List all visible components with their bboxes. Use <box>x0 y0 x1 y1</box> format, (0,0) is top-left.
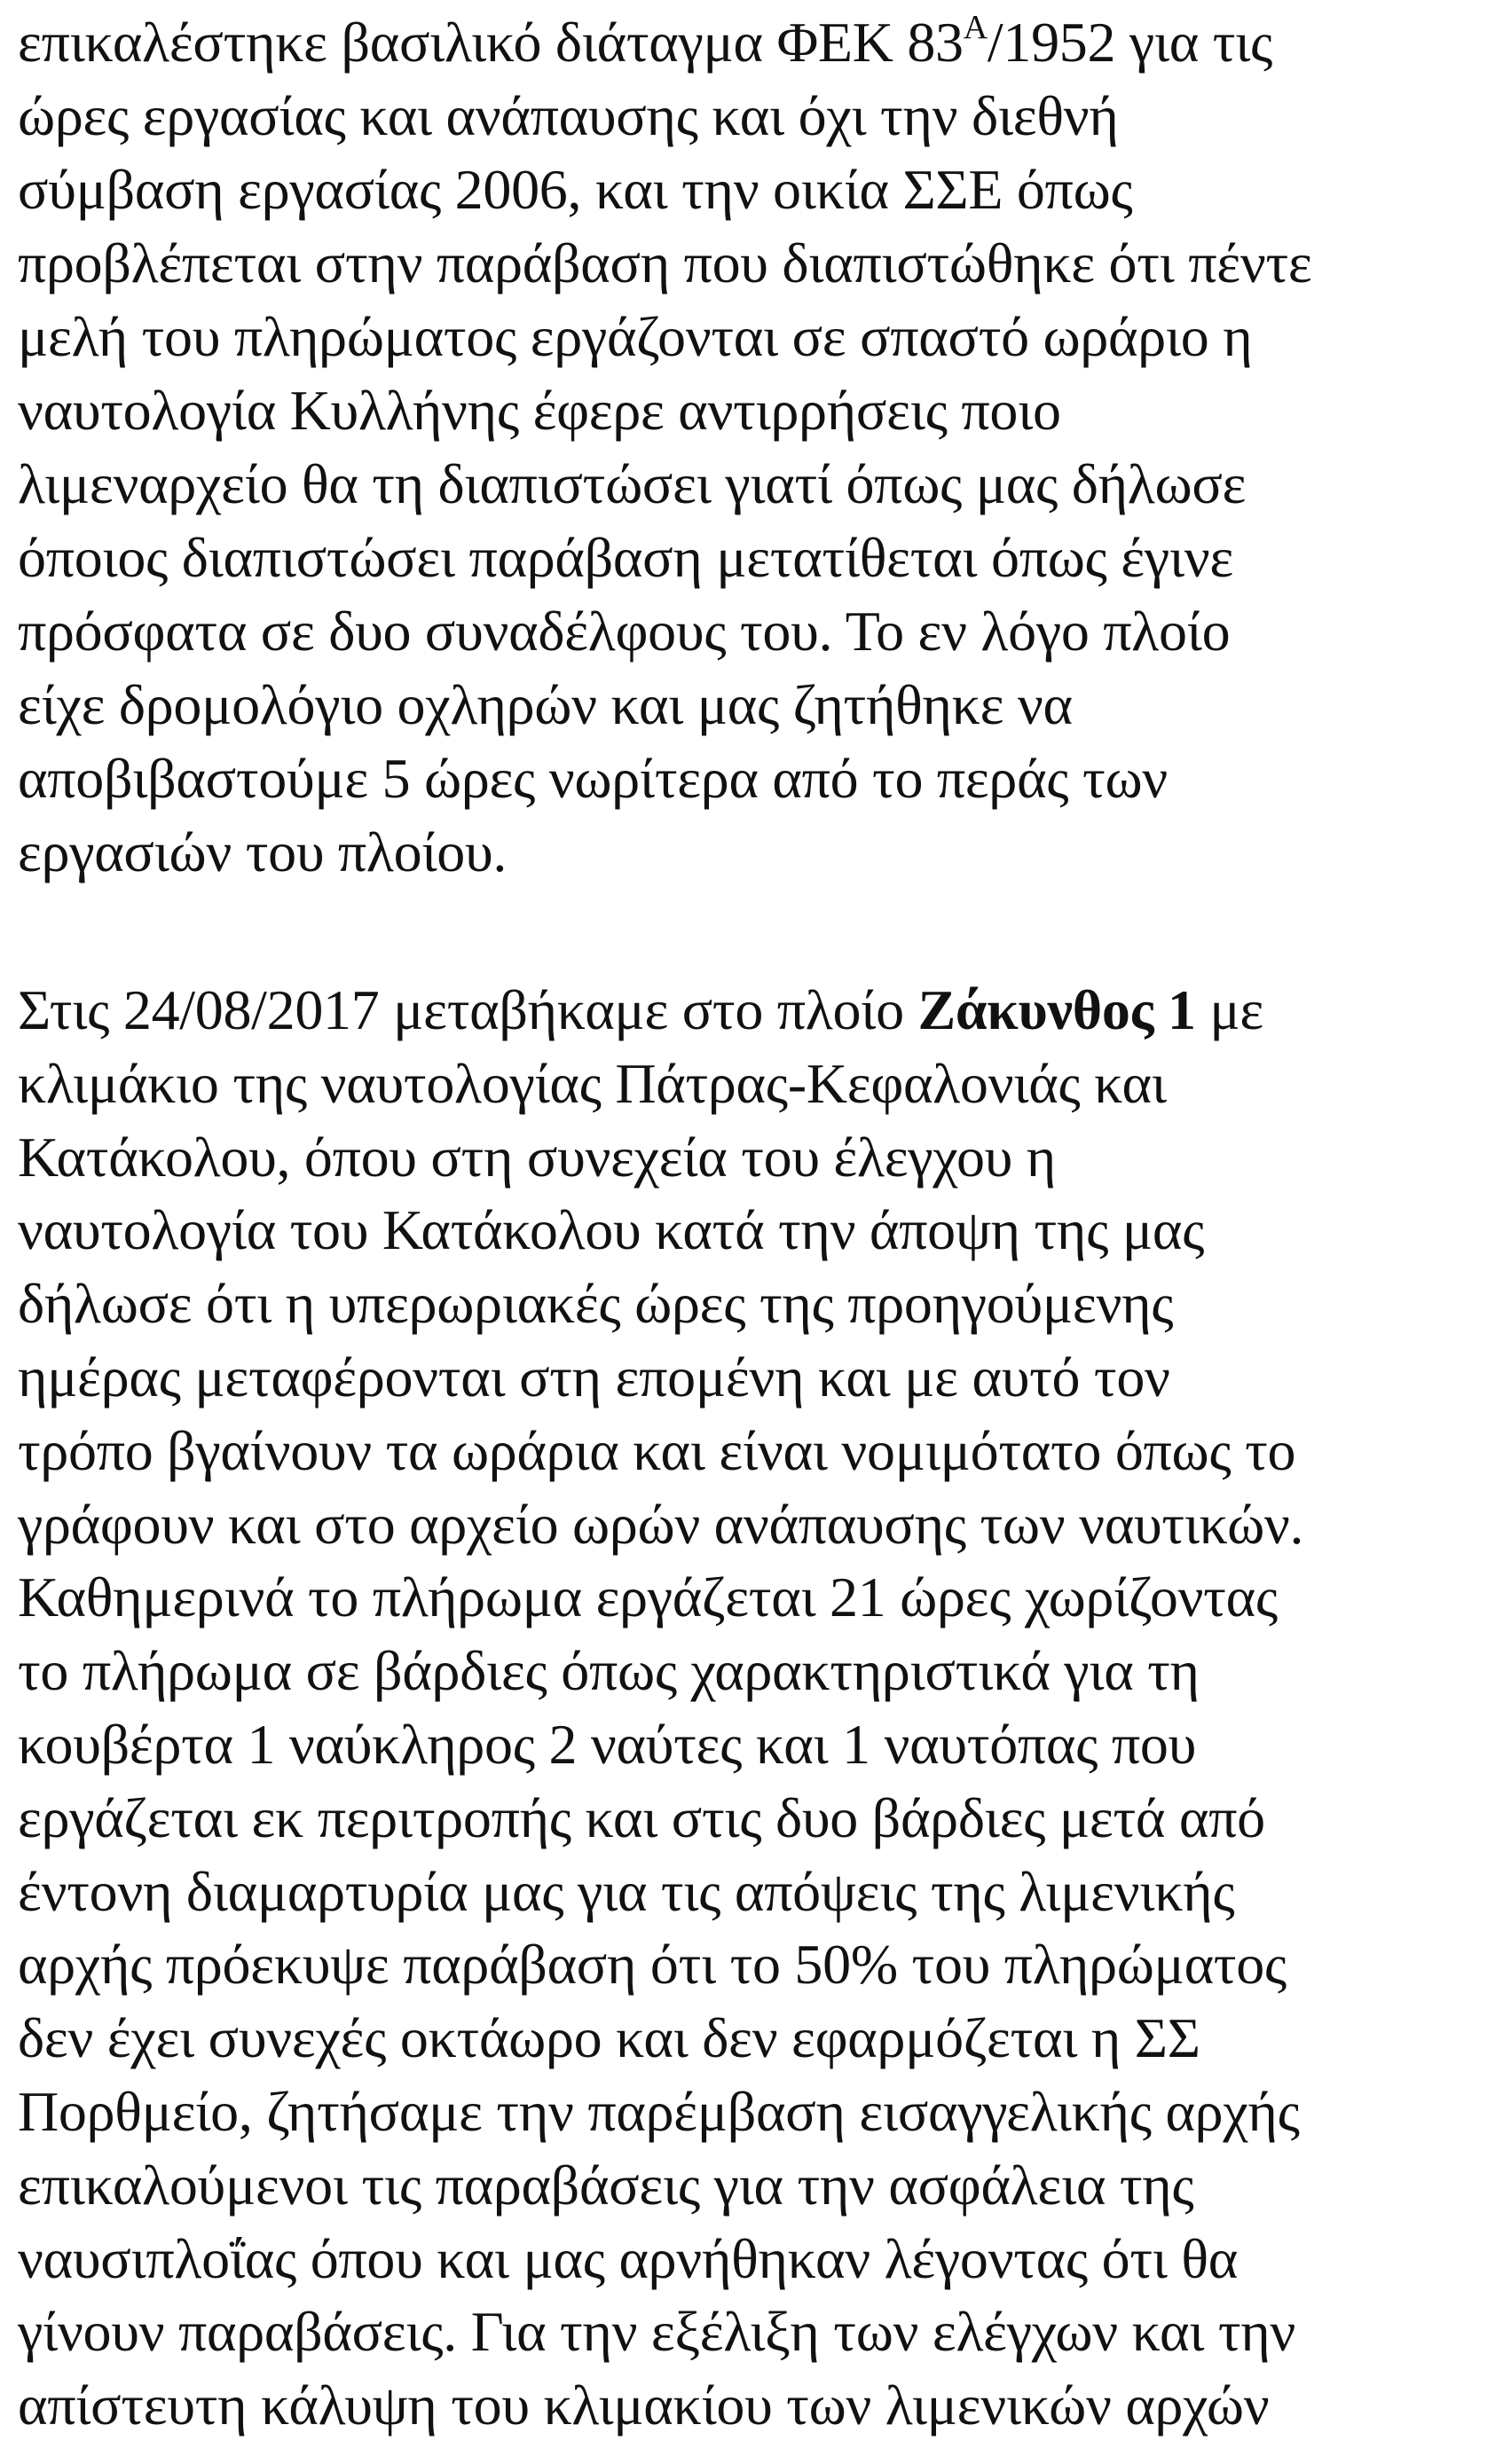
text-line: λιμεναρχείο θα τη διαπιστώσει γιατί όπως μας δήλωσε <box>18 452 1247 515</box>
paragraph-2 <box>18 974 1499 2443</box>
text-line: αρχής πρόεκυψε παράβαση ότι το 50% του πληρώματος <box>18 1933 1287 1997</box>
text-line: πρόσφατα σε δυο συναδέλφους του. Το εν λόγο πλοίο <box>18 600 1231 663</box>
text-line: απίστευτη κάλυψη του κλιμακίου των λιμενικών αρχών <box>18 2374 1270 2437</box>
text-line: είχε δρομολόγιο οχληρών και μας ζητήθηκε να <box>18 673 1073 736</box>
text-line: ημέρας μεταφέρονται στη επομένη και με αυτό τον <box>18 1345 1170 1409</box>
text-line <box>18 974 1499 1048</box>
text-line: σύμβαση εργασίας 2006, και την οικία ΣΣΕ όπως <box>18 158 1133 221</box>
text-line: το πλήρωμα σε βάρδιες όπως χαρακτηριστικά για τη <box>18 1639 1200 1703</box>
text-line: γράφουν και στο αρχείο ωρών ανάπαυσης των ναυτικών. <box>18 1492 1304 1556</box>
text-line: γίνουν παραβάσεις. Για την εξέλιξη των ελέγχων και την <box>18 2300 1296 2364</box>
text-line: αποβιβαστούμε 5 ώρες νωρίτερα από το περάς των <box>18 747 1168 810</box>
text-line <box>18 5 1499 79</box>
text-line: ναυτολογία του Κατάκολου κατά την άποψη της μας <box>18 1198 1205 1262</box>
text-line: όποιος διαπιστώσει παράβαση μετατίθεται όπως έγινε <box>18 526 1233 589</box>
text-line: εργασιών του πλοίου. <box>18 820 508 883</box>
text-line: ώρες εργασίας και ανάπαυσης και όχι την διεθνή <box>18 84 1119 147</box>
text-line: Καθημερινά το πλήρωμα εργάζεται 21 ώρες χωρίζοντας <box>18 1566 1278 1629</box>
text-line: προβλέπεται στην παράβαση που διαπιστώθηκε ότι πέντε <box>18 231 1312 294</box>
text-line: κουβέρτα 1 ναύκληρος 2 ναύτες και 1 ναυτόπας που <box>18 1712 1196 1776</box>
text-run: επικαλέστηκε βασιλικό διάταγμα ΦΕΚ 83 <box>18 11 964 74</box>
text-line: δήλωσε ότι η υπερωριακές ώρες της προηγούμενης <box>18 1272 1174 1336</box>
text-run: Στις 24/08/2017 μεταβήκαμε στο πλοίο <box>18 978 918 1041</box>
text-line: Κατάκολου, όπου στη συνεχεία του έλεγχου η <box>18 1125 1056 1189</box>
paragraph-1 <box>18 5 1499 889</box>
text-run: με <box>1195 978 1263 1041</box>
text-line: έντονη διαμαρτυρία μας για τις απόψεις της λιμενικής <box>18 1859 1235 1923</box>
text-line: κλιμάκιο της ναυτολογίας Πάτρας-Κεφαλονιάς και <box>18 1051 1167 1115</box>
text-line: επικαλούμενοι τις παραβάσεις για την ασφάλεια της <box>18 2153 1194 2217</box>
text-run: /1952 για τις <box>987 11 1273 74</box>
text-line: εργάζεται εκ περιτροπής και στις δυο βάρδιες μετά από <box>18 1785 1265 1849</box>
text-line: μελή του πληρώματος εργάζονται σε σπαστό ωράριο η <box>18 305 1253 368</box>
text-line: ναυσιπλοΐας όπου και μας αρνήθηκαν λέγοντας ότι θα <box>18 2226 1238 2290</box>
text-line: δεν έχει συνεχές οκτάωρο και δεν εφαρμόζεται η ΣΣ <box>18 2006 1200 2070</box>
ship-name: Ζάκυνθος 1 <box>917 978 1196 1041</box>
text-line: ναυτολογία Κυλλήνης έφερε αντιρρήσεις ποιο <box>18 379 1061 442</box>
superscript: Α <box>963 8 988 46</box>
text-line: τρόπο βγαίνουν τα ωράρια και είναι νομιμότατο όπως το <box>18 1418 1296 1482</box>
text-line: Πορθμείο, ζητήσαμε την παρέμβαση εισαγγελικής αρχής <box>18 2079 1300 2143</box>
